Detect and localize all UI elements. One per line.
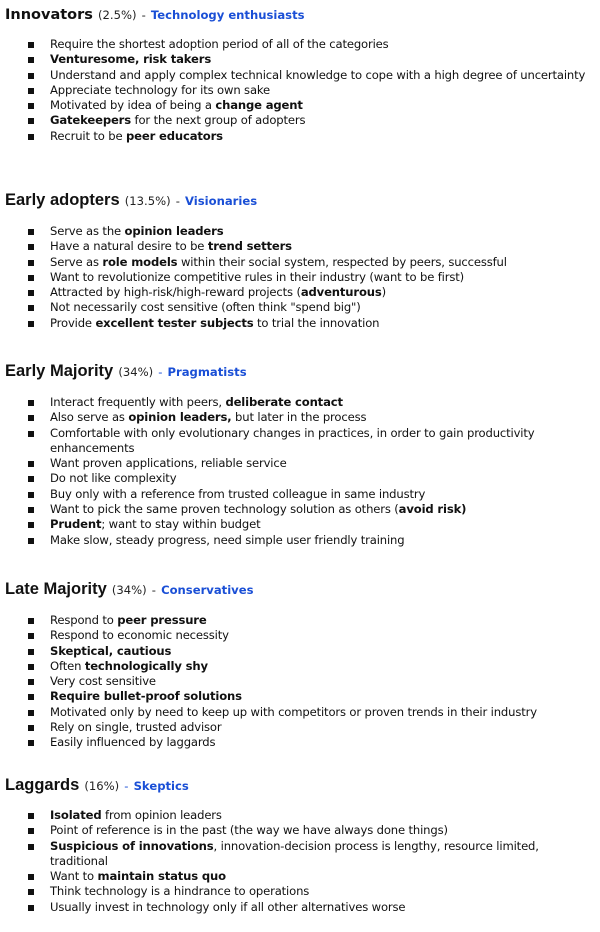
text: Motivated by idea of being a (50, 98, 216, 113)
bold-text: peer educators (126, 128, 223, 143)
text: Point of reference is in the past (the way we have always done things) (50, 823, 448, 838)
list-item (0, 659, 600, 674)
bold-text: avoid risk) (398, 502, 467, 517)
text: Often (50, 658, 85, 673)
list-item (0, 456, 600, 471)
list-item (0, 113, 600, 128)
list-item (0, 300, 600, 315)
text: ; want to stay within budget (101, 517, 261, 532)
text: Interact frequently with peers, (50, 395, 226, 409)
dash-separator: - (141, 8, 146, 22)
list-item (0, 83, 600, 98)
list-item (0, 823, 600, 838)
category-percent: (34%) (118, 365, 154, 379)
list-item (0, 471, 600, 486)
text: ) (381, 285, 386, 300)
list-item (0, 839, 600, 870)
bold-text: Skeptical, cautious (50, 643, 172, 658)
category-tagline: Conservatives (161, 583, 254, 597)
trait-list (0, 37, 600, 144)
text: Think technology is a hindrance to operations (50, 884, 310, 899)
category-percent: (34%) (111, 583, 147, 597)
trait-list (0, 808, 600, 915)
category-percent: (13.5%) (124, 194, 171, 208)
list-item (0, 644, 600, 659)
list-item (0, 705, 600, 720)
list-item (0, 52, 600, 67)
bold-text: maintain status quo (97, 869, 226, 884)
category-name: Innovators (5, 7, 93, 23)
bold-text: deliberate contact (225, 395, 343, 409)
category-name: Late Majority (5, 580, 107, 598)
text: Also serve as (50, 410, 129, 425)
list-item (0, 884, 600, 899)
list-item (0, 316, 600, 331)
text: but later in the process (231, 410, 367, 425)
bold-text: peer pressure (117, 613, 207, 627)
section-heading (5, 361, 247, 381)
text: Serve as (50, 254, 103, 269)
list-item (0, 37, 600, 52)
list-item (0, 628, 600, 643)
list-item (0, 129, 600, 144)
bold-text: opinion leaders, (128, 410, 232, 425)
text: Have a natural desire to be (50, 239, 208, 254)
section-heading (5, 775, 189, 795)
text: Want to revolutionize competitive rules in their industry (want to be first) (50, 269, 464, 284)
list-item (0, 239, 600, 254)
dash-separator: - (175, 194, 180, 208)
text: Serve as the (50, 224, 125, 238)
list-item (0, 900, 600, 915)
text: Provide (50, 315, 96, 330)
list-item (0, 285, 600, 300)
bold-text: Venturesome, risk takers (50, 52, 212, 67)
text: from opinion leaders (101, 808, 222, 822)
list-item (0, 533, 600, 548)
bold-text: Require bullet-proof solutions (50, 689, 242, 704)
list-item (0, 487, 600, 502)
bold-text: change agent (215, 98, 303, 113)
bold-text: role models (102, 254, 178, 269)
text: Usually invest in technology only if all other alternatives worse (50, 899, 406, 914)
section-heading (5, 579, 254, 599)
list-item (0, 224, 600, 239)
dash-separator: - (151, 583, 156, 597)
dash-separator: - (124, 779, 129, 793)
list-item (0, 689, 600, 704)
category-name: Early adopters (5, 191, 120, 209)
text: Want to (50, 869, 98, 884)
bold-text: Isolated (50, 808, 102, 822)
list-item (0, 502, 600, 517)
category-tagline: Skeptics (133, 779, 189, 793)
text: , innovation-decision process is lengthy, resource limited, traditional (50, 838, 539, 868)
list-item (0, 426, 600, 457)
text: to trial the innovation (253, 315, 380, 330)
category-name: Early Majority (5, 362, 114, 380)
trait-list (0, 395, 600, 548)
text: Motivated only by need to keep up with competitors or proven trends in their industry (50, 704, 537, 719)
list-item (0, 410, 600, 425)
text: Make slow, steady progress, need simple user friendly training (50, 532, 405, 547)
text: Recruit to be (50, 128, 127, 143)
text: Require the shortest adoption period of all of the categories (50, 37, 389, 51)
list-item (0, 869, 600, 884)
category-name: Laggards (5, 776, 80, 794)
text: Appreciate technology for its own sake (50, 82, 271, 97)
trait-list (0, 613, 600, 751)
list-item (0, 270, 600, 285)
bold-text: technologically shy (84, 658, 208, 673)
text: Rely on single, trusted advisor (50, 720, 222, 735)
text: Easily influenced by laggards (50, 735, 216, 750)
list-item (0, 613, 600, 628)
text: Want proven applications, reliable service (50, 456, 287, 471)
text: for the next group of adopters (131, 113, 306, 128)
text: Respond to economic necessity (50, 628, 229, 643)
list-item (0, 255, 600, 270)
text: Comfortable with only evolutionary changes in practices, in order to gain productivity enhancements (50, 425, 535, 455)
list-item (0, 808, 600, 823)
list-item (0, 720, 600, 735)
text: Understand and apply complex technical knowledge to cope with a high degree of uncertainty (50, 67, 586, 82)
text: Not necessarily cost sensitive (often think "spend big") (50, 300, 361, 315)
text: within their social system, respected by peers, successful (177, 254, 507, 269)
bold-text: Prudent (50, 517, 102, 532)
trait-list (0, 224, 600, 331)
bold-text: Suspicious of innovations (50, 838, 214, 853)
section-heading (5, 190, 257, 210)
text: Respond to (50, 613, 118, 627)
category-tagline: Visionaries (185, 194, 258, 208)
list-item (0, 68, 600, 83)
bold-text: excellent tester subjects (95, 315, 254, 330)
list-item (0, 98, 600, 113)
text: Very cost sensitive (50, 674, 156, 689)
list-item (0, 395, 600, 410)
category-percent: (16%) (84, 779, 120, 793)
text: Attracted by high-risk/high-reward projects ( (50, 285, 301, 300)
bold-text: Gatekeepers (50, 113, 132, 128)
category-tagline: Pragmatists (167, 365, 247, 379)
dash-separator: - (158, 365, 163, 379)
text: Want to pick the same proven technology solution as others ( (50, 502, 399, 517)
list-item (0, 674, 600, 689)
category-percent: (2.5%) (98, 8, 137, 22)
list-item (0, 517, 600, 532)
section-heading (5, 4, 305, 24)
category-tagline: Technology enthusiasts (150, 8, 305, 22)
list-item (0, 735, 600, 750)
bold-text: opinion leaders (124, 224, 224, 238)
text: Do not like complexity (50, 471, 177, 486)
text: Buy only with a reference from trusted colleague in same industry (50, 486, 426, 501)
bold-text: adventurous (300, 285, 382, 300)
bold-text: trend setters (207, 239, 292, 254)
